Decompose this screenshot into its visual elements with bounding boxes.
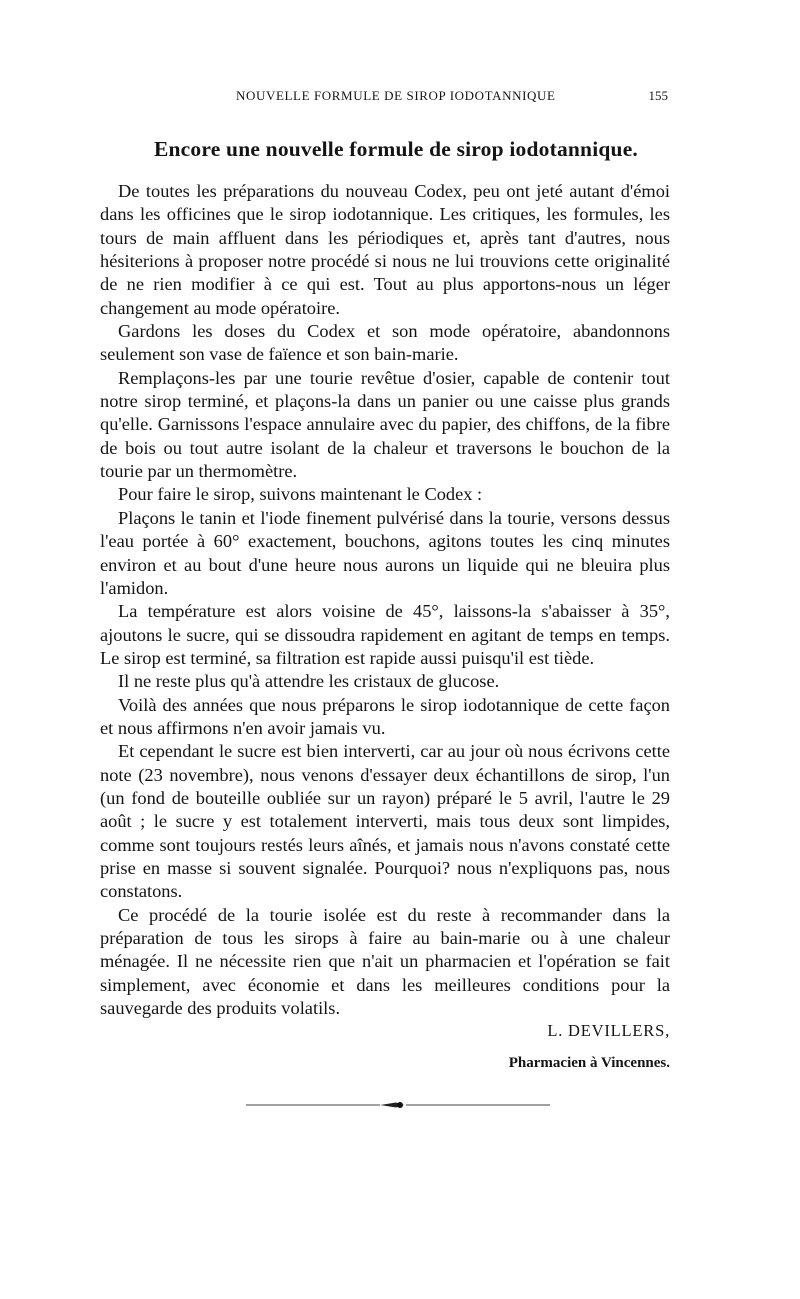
page-number: 155	[648, 88, 668, 103]
end-ornament-rule	[246, 1098, 550, 1112]
running-title: NOUVELLE FORMULE DE SIROP IODOTANNIQUE	[236, 88, 556, 103]
paragraph: Gardons les doses du Codex et son mode opératoire, abandonnons seulement son vase de faïence et son bain-marie.	[100, 321, 670, 365]
author-affiliation: Pharmacien à Vincennes.	[508, 1055, 670, 1071]
article-body	[100, 180, 670, 1020]
paragraph: Ce procédé de la tourie isolée est du reste à recommander dans la préparation de tous les sirops à faire au bain-marie ou à une chaleur ménagée. Il ne nécessite rien que n'ait un pharmacien et l'opération se fait simplement, avec économie et dans les meilleures conditions pour la sauvegarde des produits volatils.	[100, 904, 670, 1019]
paragraph: Il ne reste plus qu'à attendre les cristaux de glucose.	[118, 671, 500, 692]
paragraph: Voilà des années que nous préparons le sirop iodotannique de cette façon et nous affirmons n'en avoir jamais vu.	[100, 694, 670, 738]
article-title: Encore une nouvelle formule de sirop iodotannique.	[153, 137, 639, 161]
paragraph: De toutes les préparations du nouveau Codex, peu ont jeté autant d'émoi dans les officines que le sirop iodotannique. Les critiques, les formules, les tours de main affluent dans les périodiques et, après tant d'autres, nous hésiterions à proposer notre procédé si nous ne lui trouvions cette originalité de ne rien modifier à ce qui est. Tout au plus apportons-nous un léger changement au mode opératoire.	[100, 181, 670, 318]
author-signature: L. DEVILLERS,	[547, 1021, 670, 1040]
paragraph: Plaçons le tanin et l'iode finement pulvérisé dans la tourie, versons dessus l'eau portée à 60° exactement, bouchons, agitons toutes les cinq minutes environ et au bout d'une heure nous aurons un liquide qui ne bleuira plus l'amidon.	[100, 507, 670, 598]
paragraph: La température est alors voisine de 45°, laissons-la s'abaisser à 35°, ajoutons le sucre, qui se dissoudra rapidement en agitant de temps en temps. Le sirop est terminé, sa filtration est rapide aussi puisqu'il est tiède.	[100, 601, 670, 668]
paragraph: Pour faire le sirop, suivons maintenant le Codex :	[118, 484, 483, 505]
paragraph: Et cependant le sucre est bien interverti, car au jour où nous écrivons cette note (23 novembre), nous venons d'essayer deux échantillons de sirop, l'un (un fond de bouteille oubliée sur un rayon) préparé le 5 avril, l'autre le 29 août ; le sucre y est totalement interverti, mais tous deux sont limpides, comme sont toujours restés leurs aînés, et jamais nous n'avons constaté cette prise en masse si souvent signalée. Pourquoi? nous n'expliquons pas, nous constatons.	[100, 741, 670, 902]
paragraph: Remplaçons-les par une tourie revêtue d'osier, capable de contenir tout notre sirop terminé, et plaçons-la dans un panier ou une caisse plus grands qu'elle. Garnissons l'espace annulaire avec du papier, des chiffons, de la fibre de bois ou tout autre isolant de la chaleur et traversons le bouchon de la tourie par un thermomètre.	[100, 367, 670, 482]
running-head	[108, 88, 668, 108]
